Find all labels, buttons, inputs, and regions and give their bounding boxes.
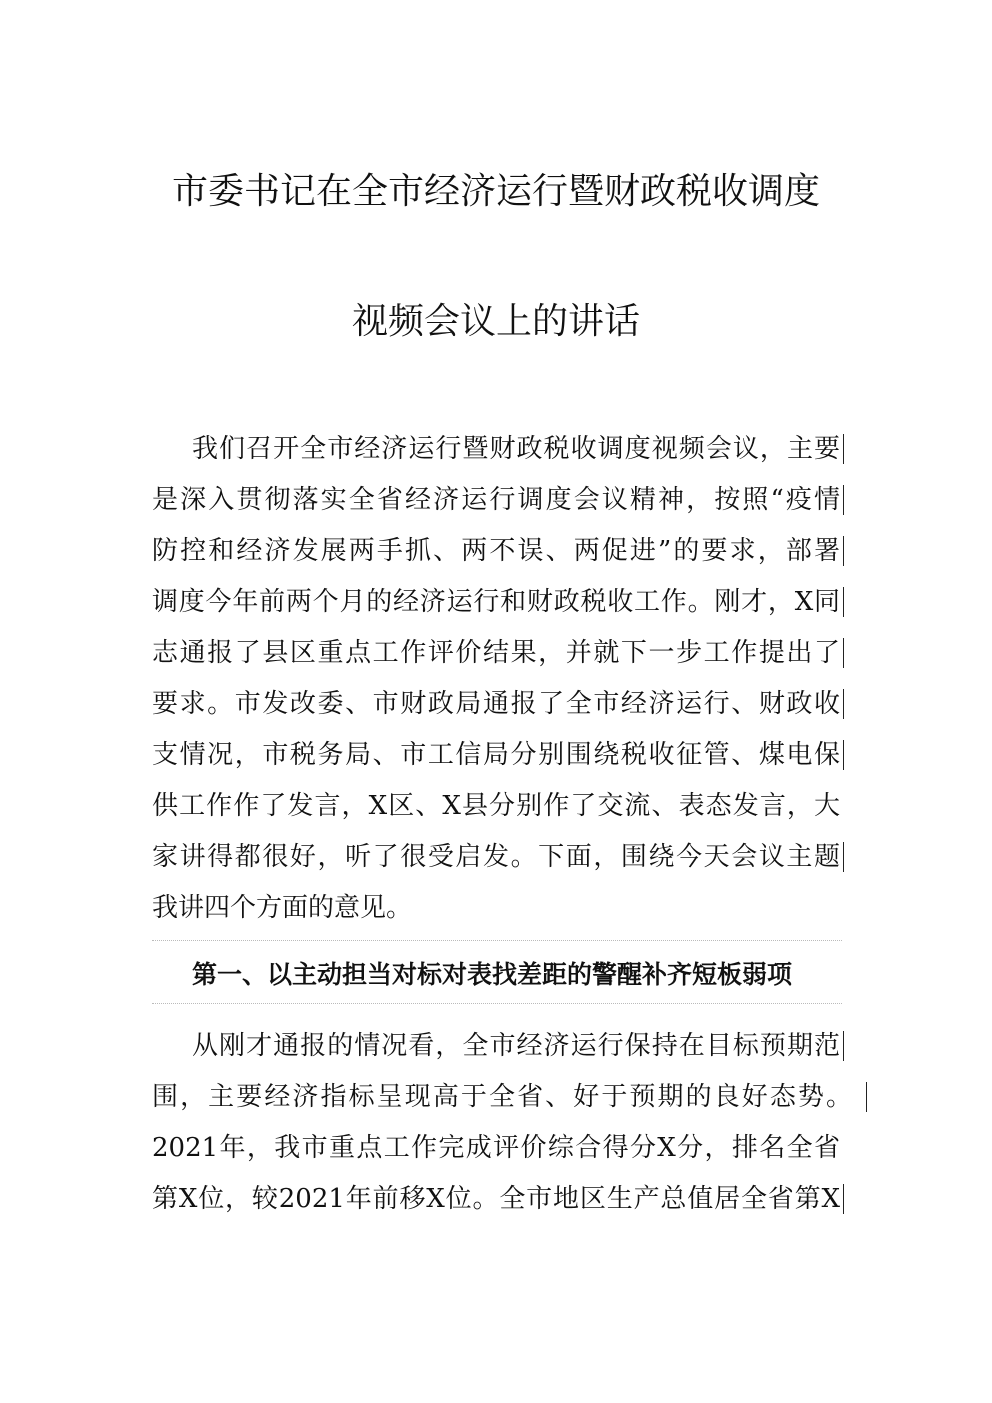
paragraph-line: 我讲四个方面的意见。 xyxy=(152,893,413,923)
paragraph-line: 围，主要经济指标呈现高于全省、好于预期的良好态势。 xyxy=(152,1082,852,1112)
paragraph-line: 是深入贯彻落实全省经济运行调度会议精神，按照“疫情 xyxy=(152,485,840,515)
document-title-line-2: 视频会议上的讲话 xyxy=(351,301,640,342)
paragraph-line: 志通报了县区重点工作评价结果，并就下一步工作提出了 xyxy=(152,638,840,668)
section-heading-1: 第一、以主动担当对标对表找差距的警醒补齐短板弱项 xyxy=(192,960,793,989)
paragraph-line: 第X位，较2021年前移X位。全市地区生产总值居全省第X xyxy=(152,1184,840,1214)
margin-bar xyxy=(843,485,844,515)
margin-bar xyxy=(843,842,844,872)
margin-bar xyxy=(843,434,844,464)
dotted-divider xyxy=(152,940,842,941)
margin-bar xyxy=(843,536,844,566)
paragraph-line: 防控和经济发展两手抓、两不误、两促进”的要求，部署 xyxy=(152,536,840,566)
paragraph-line: 调度今年前两个月的经济运行和财政税收工作。刚才，X同 xyxy=(152,587,840,617)
margin-bar xyxy=(843,638,844,668)
margin-bar xyxy=(843,587,844,617)
paragraph-line: 从刚才通报的情况看，全市经济运行保持在目标预期范 xyxy=(192,1031,840,1061)
paragraph-line: 要求。市发改委、市财政局通报了全市经济运行、财政收 xyxy=(152,689,840,719)
paragraph-line: 家讲得都很好，听了很受启发。下面，围绕今天会议主题 xyxy=(152,842,840,872)
margin-bar xyxy=(843,689,844,719)
paragraph-line: 2021年，我市重点工作完成评价综合得分X分，排名全省 xyxy=(152,1133,840,1163)
document-title-line-1: 市委书记在全市经济运行暨财政税收调度 xyxy=(171,171,820,212)
paragraph-line: 支情况，市税务局、市工信局分别围绕税收征管、煤电保 xyxy=(152,740,840,770)
margin-bar xyxy=(843,740,844,770)
paragraph-line: 供工作作了发言，X区、X县分别作了交流、表态发言，大 xyxy=(152,791,840,821)
margin-bar xyxy=(866,1082,867,1112)
margin-bar xyxy=(843,1184,844,1214)
dotted-divider xyxy=(152,1003,842,1004)
paragraph-line: 我们召开全市经济运行暨财政税收调度视频会议，主要 xyxy=(192,434,840,464)
margin-bar xyxy=(843,1031,844,1061)
